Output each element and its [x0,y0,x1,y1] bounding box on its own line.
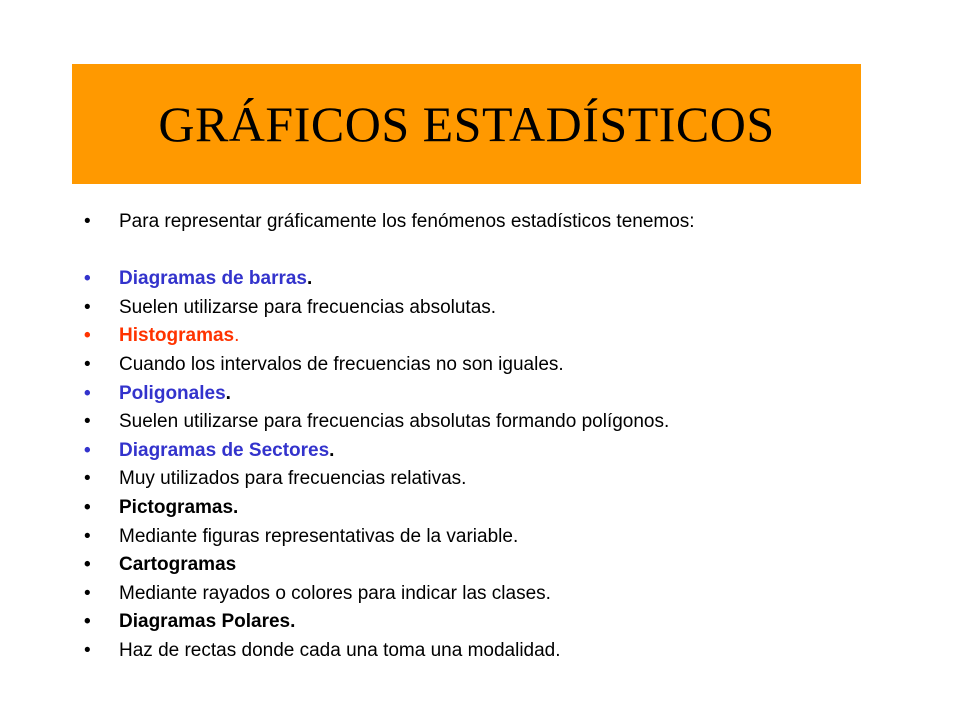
item-text: Mediante figuras representativas de la variable. [119,525,519,547]
item-text: Cuando los intervalos de frecuencias no son iguales. [119,353,564,375]
item-heading: Diagramas de Sectores [119,439,330,461]
bullet-icon: • [84,211,91,232]
bullet-icon: • [84,468,91,490]
bullet-icon: • [84,325,91,347]
item-suffix: . [234,325,240,347]
slide-title: GRÁFICOS ESTADÍSTICOS [158,96,775,152]
list-item [84,208,944,237]
list-item [84,294,944,323]
item-text: Suelen utilizarse para frecuencias absolutas. [119,296,497,318]
list-item [84,322,944,351]
list-item [84,523,944,552]
list-item [84,465,944,494]
item-heading: Cartogramas [119,554,237,576]
list-item [84,494,944,523]
item-heading: Poligonales [119,382,226,404]
bullet-icon: • [84,439,91,461]
item-text: Haz de rectas donde cada una toma una modalidad. [119,639,561,661]
list-item [84,551,944,580]
item-suffix: . [307,268,313,290]
bullet-icon: • [84,639,91,661]
bullet-icon: • [84,411,91,433]
item-text: Para representar gráficamente los fenómenos estadísticos tenemos: [119,211,695,232]
item-text: Muy utilizados para frecuencias relativas. [119,468,467,490]
item-suffix: . [329,439,335,461]
item-heading: Histogramas [119,325,235,347]
bullet-icon: • [84,268,91,290]
list-item [84,380,944,409]
list-item [84,265,944,294]
item-heading: Pictogramas. [119,496,239,518]
item-text: Mediante rayados o colores para indicar las clases. [119,582,551,604]
bullet-icon: • [84,353,91,375]
list-item [84,351,944,380]
list-item [84,437,944,466]
bullet-list [84,208,944,666]
list-item [84,580,944,609]
item-heading: Diagramas de barras [119,268,307,290]
bullet-icon: • [84,496,91,518]
title-banner [72,64,861,184]
bullet-icon: • [84,525,91,547]
list-item [84,608,944,637]
bullet-icon: • [84,554,91,576]
bullet-icon: • [84,382,91,404]
item-suffix: . [225,382,231,404]
list-item [84,408,944,437]
list-item [84,637,944,666]
bullet-icon: • [84,296,91,318]
bullet-icon: • [84,611,91,633]
item-text: Suelen utilizarse para frecuencias absolutas formando polígonos. [119,411,670,433]
bullet-icon: • [84,582,91,604]
item-heading: Diagramas Polares. [119,611,296,633]
